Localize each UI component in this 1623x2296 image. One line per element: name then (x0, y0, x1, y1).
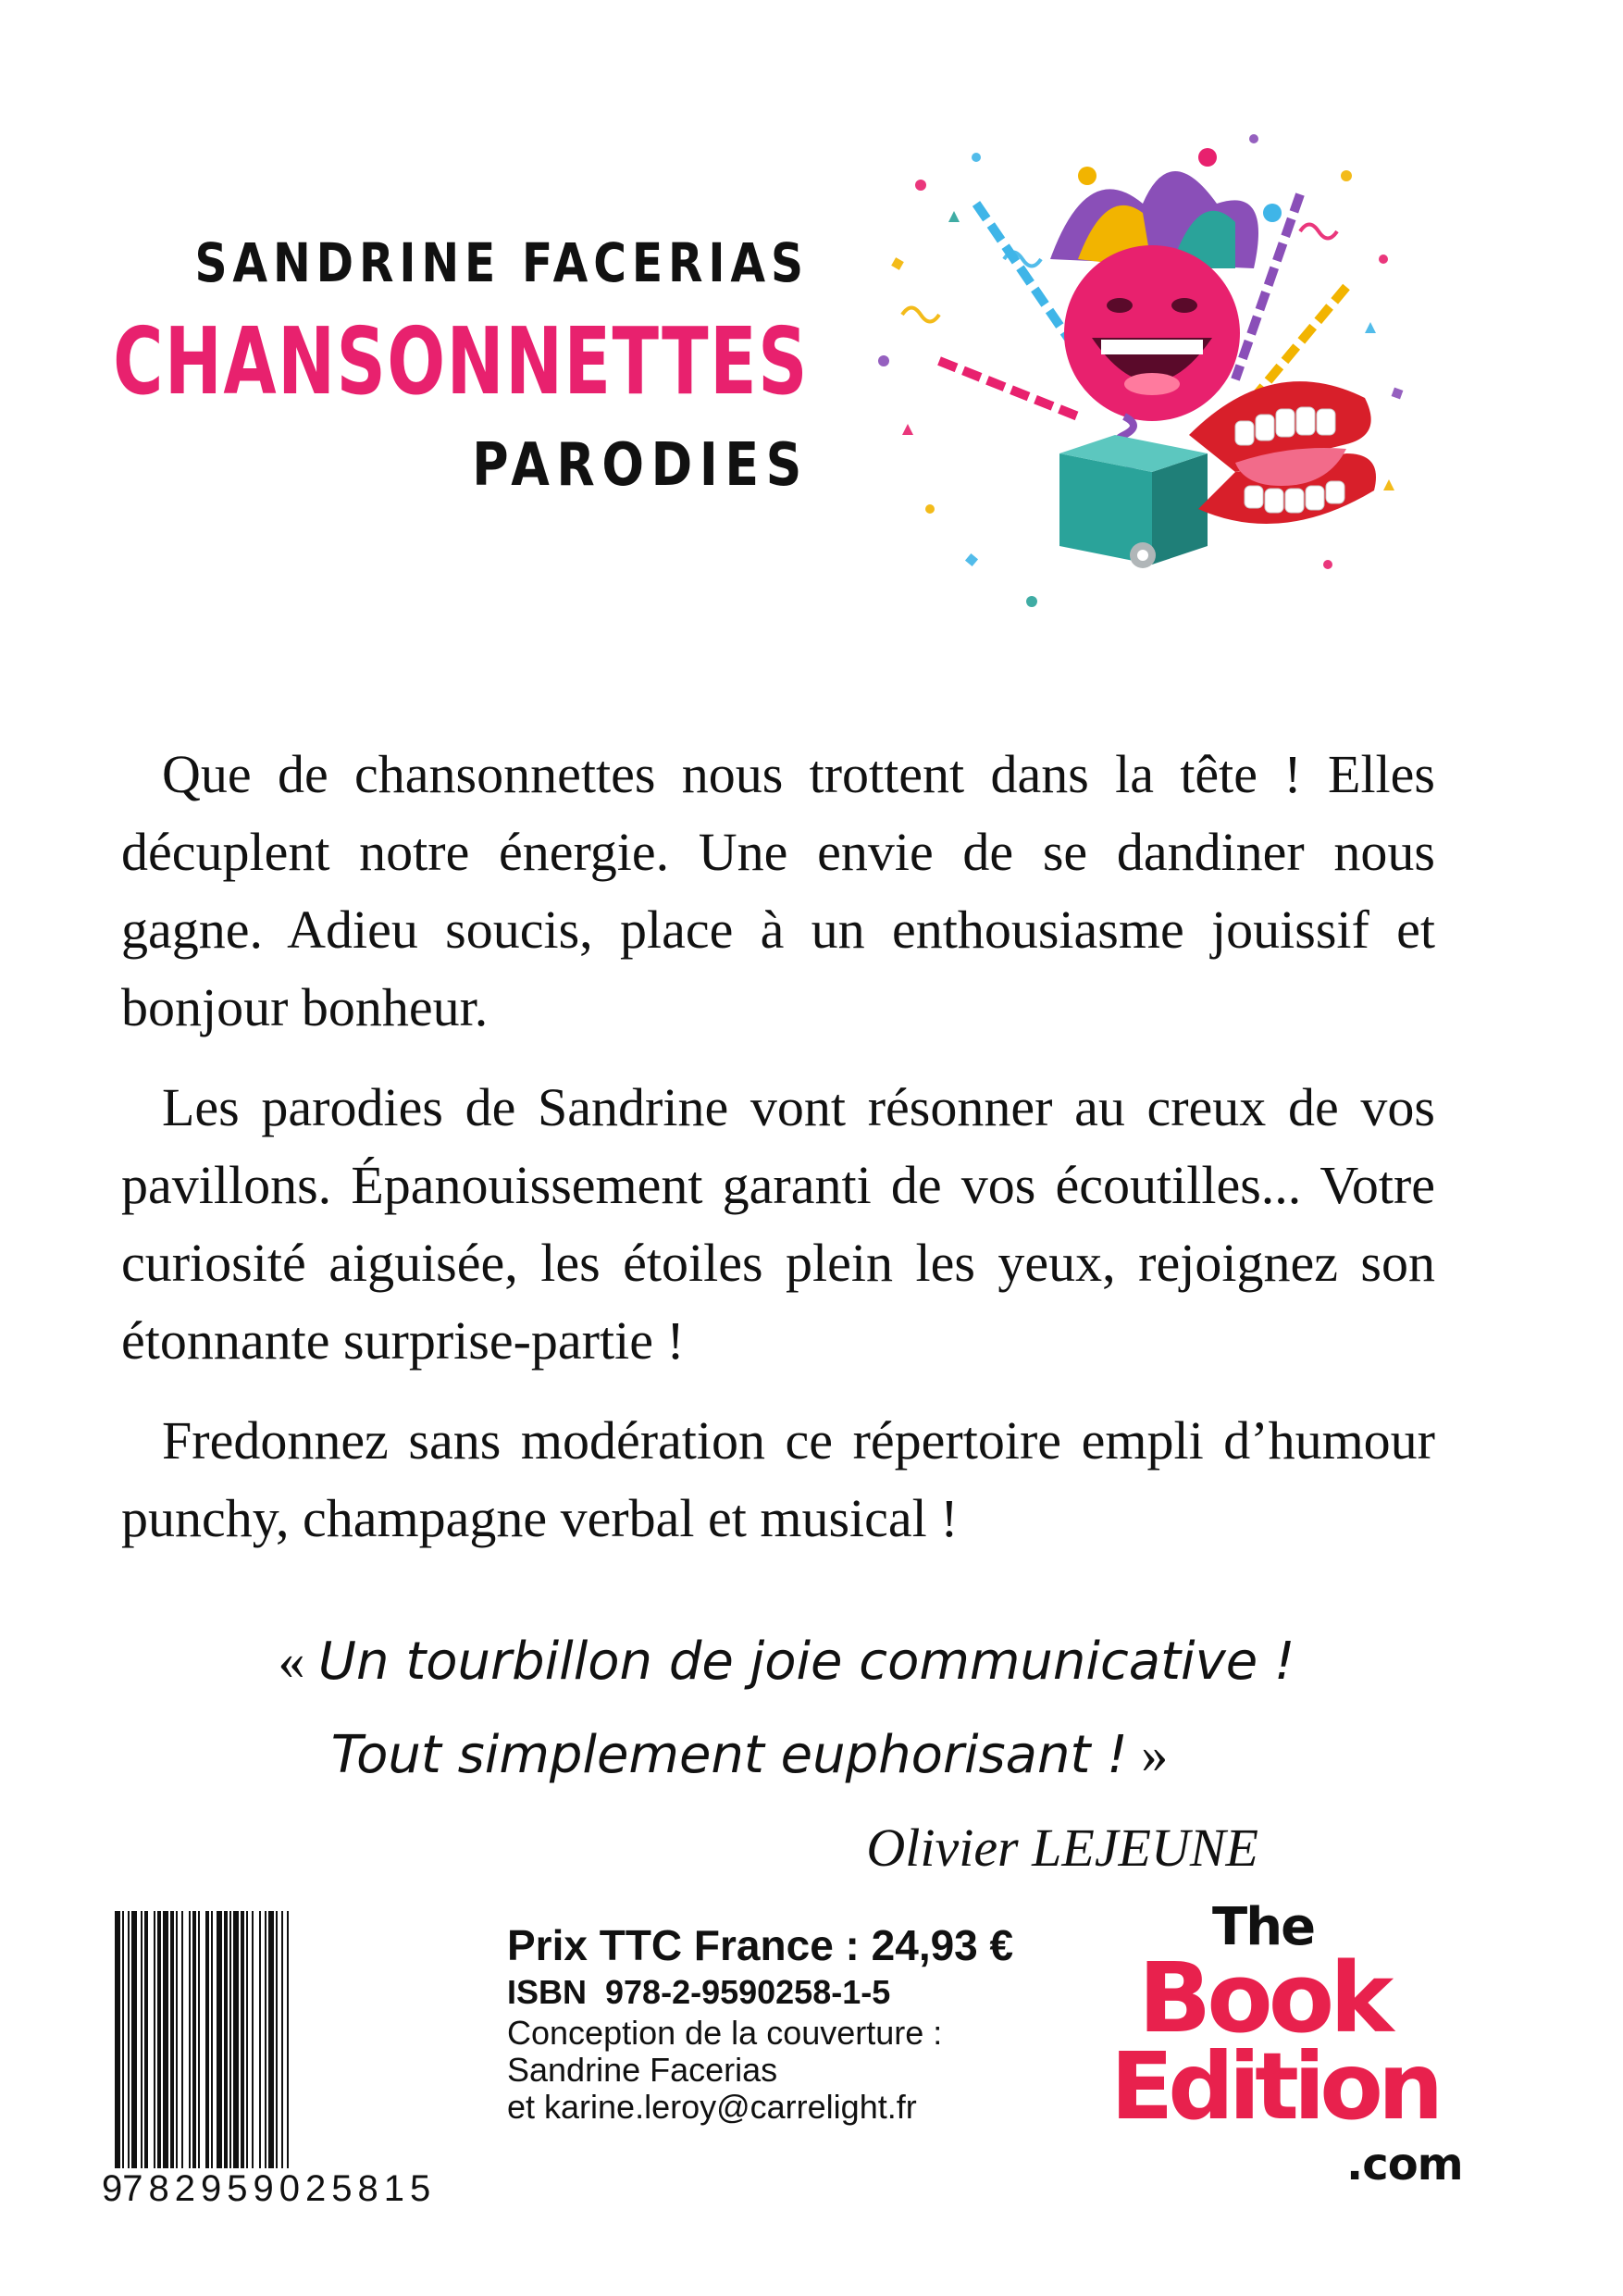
publisher-logo (1110, 1897, 1481, 2216)
quote-line-1: Un tourbillon de joie communicative ! (318, 1632, 1295, 1692)
quote-close-mark: » (1141, 1724, 1169, 1784)
cover-credit-line: Sandrine Facerias (507, 2051, 778, 2089)
logo-edition: Edition (1110, 2032, 1439, 2141)
barcode-group-2: 025815 (279, 2168, 437, 2209)
barcode-bar (289, 1911, 294, 2168)
isbn-label: ISBN 978-2-9590258-1-5 (507, 1973, 891, 2011)
barcode-digits (102, 2168, 435, 2209)
barcode-bars (115, 1911, 434, 2168)
cover-credit-line: Conception de la couverture : (507, 2014, 943, 2052)
author-name: SANDRINE FACERIAS (194, 231, 809, 294)
logo-com: .com (1346, 2139, 1463, 2191)
quote-open-mark: « (278, 1631, 305, 1691)
header (0, 231, 809, 500)
barcode-lead-digit: 9 (102, 2168, 123, 2209)
blurb-paragraph: Que de chansonnettes nous trottent dans la tête ! Elles décuplent notre énergie. Une envie de se dandiner nous gagne. Adieu soucis, place à un enthousiasme jouissif et bonjour bonheur. (121, 744, 1435, 1037)
blurb-paragraph: Fredonnez sans modération ce répertoire empli d’humour punchy, champagne verbal et musical ! (121, 1410, 1435, 1548)
back-cover-blurb (121, 736, 1435, 1580)
quote-line-2: Tout simplement euphorisant ! (330, 1725, 1128, 1785)
cover-credit-line: et karine.leroy@carrelight.fr (507, 2088, 917, 2126)
testimonial-quote (148, 1615, 1425, 1894)
book-title: CHANSONNETTES (113, 307, 809, 416)
logo-the: The (1212, 1897, 1315, 1957)
isbn-barcode (102, 1911, 435, 2207)
jester-jack-in-the-box-icon (865, 120, 1420, 639)
quote-author: Olivier LEJEUNE (866, 1818, 1258, 1878)
logo-book: Book (1138, 1942, 1390, 2054)
pricing-info (507, 1920, 1013, 2126)
blurb-paragraph: Les parodies de Sandrine vont résonner au creux de vos pavillons. Épanouissement garanti de vos écoutilles... Votre curiosité aiguisée, les étoiles plein les yeux, rejoignez son étonnante surprise-partie ! (121, 1077, 1435, 1371)
price-label: Prix TTC France : 24,93 € (507, 1921, 1014, 1969)
book-subtitle: PARODIES (472, 431, 809, 500)
barcode-group-1: 782959 (122, 2168, 279, 2209)
